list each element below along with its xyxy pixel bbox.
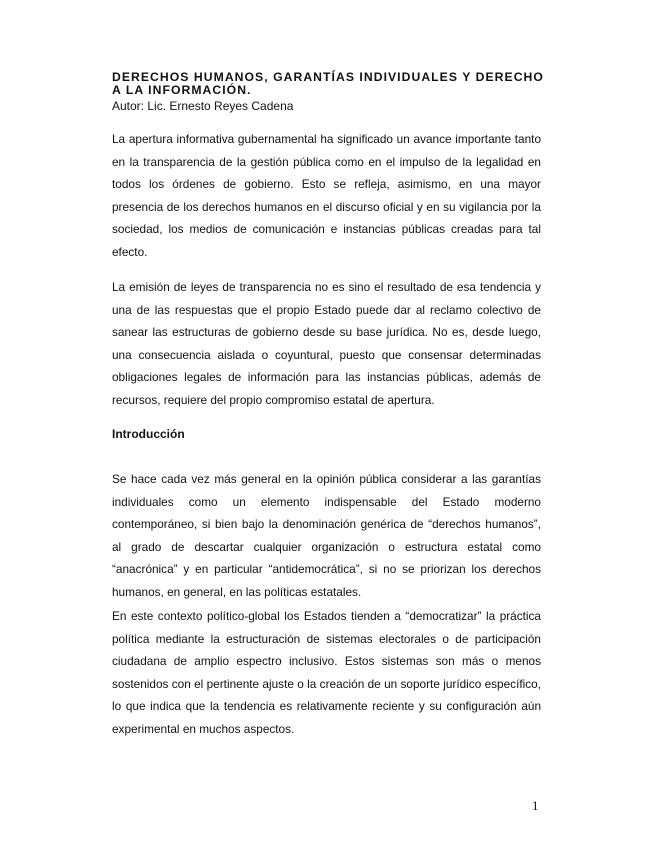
author-line: Autor: Lic. Ernesto Reyes Cadena: [112, 99, 294, 113]
section-heading: Introducción: [112, 427, 185, 441]
paragraph: La emisión de leyes de transparencia no es sino el resultado de esa tendencia y una de las respuestas que el propio Estado puede dar al reclamo colectivo de sanear las estructuras de gobierno desde su base jurídica. No es, desde luego, una consecuencia aislada o coyuntural, puesto que consensar determinadas obligaciones legales de información para las instancias públicas, además de recursos, requiere del propio compromiso estatal de apertura.: [112, 280, 541, 407]
document-title: DERECHOS HUMANOS, GARANTÍAS INDIVIDUALES Y DERECHO A LA INFORMACIÓN.: [112, 70, 544, 97]
paragraph: Se hace cada vez más general en la opinión pública considerar a las garantías individuales como un elemento indispensable del Estado moderno contemporáneo, si bien bajo la denominación genérica de “derechos humanos”, al grado de descartar cualquier organización o estructura estatal como “anacrónica” y en particular “antidemocrática”, si no se priorizan los derechos humanos, en general, en las políticas estatales.: [112, 472, 541, 599]
page-number: 1: [532, 798, 539, 813]
paragraph: La apertura informativa gubernamental ha significado un avance importante tanto en la transparencia de la gestión pública como en el impulso de la legalidad en todos los órdenes de gobierno. Esto se refleja, asimismo, en una mayor presencia de los derechos humanos en el discurso oficial y en su vigilancia por la sociedad, los medios de comunicación e instancias públicas creadas para tal efecto.: [112, 132, 541, 259]
paragraph: En este contexto político-global los Estados tienden a “democratizar” la práctica política mediante la estructuración de sistemas electorales o de participación ciudadana de amplio espectro inclusivo. Estos sistemas son más o menos sostenidos con el pertinente ajuste o la creación de un soporte jurídico específico, lo que indica que la tendencia es relativamente reciente y su configuración aún experimental en muchos aspectos.: [112, 609, 541, 736]
